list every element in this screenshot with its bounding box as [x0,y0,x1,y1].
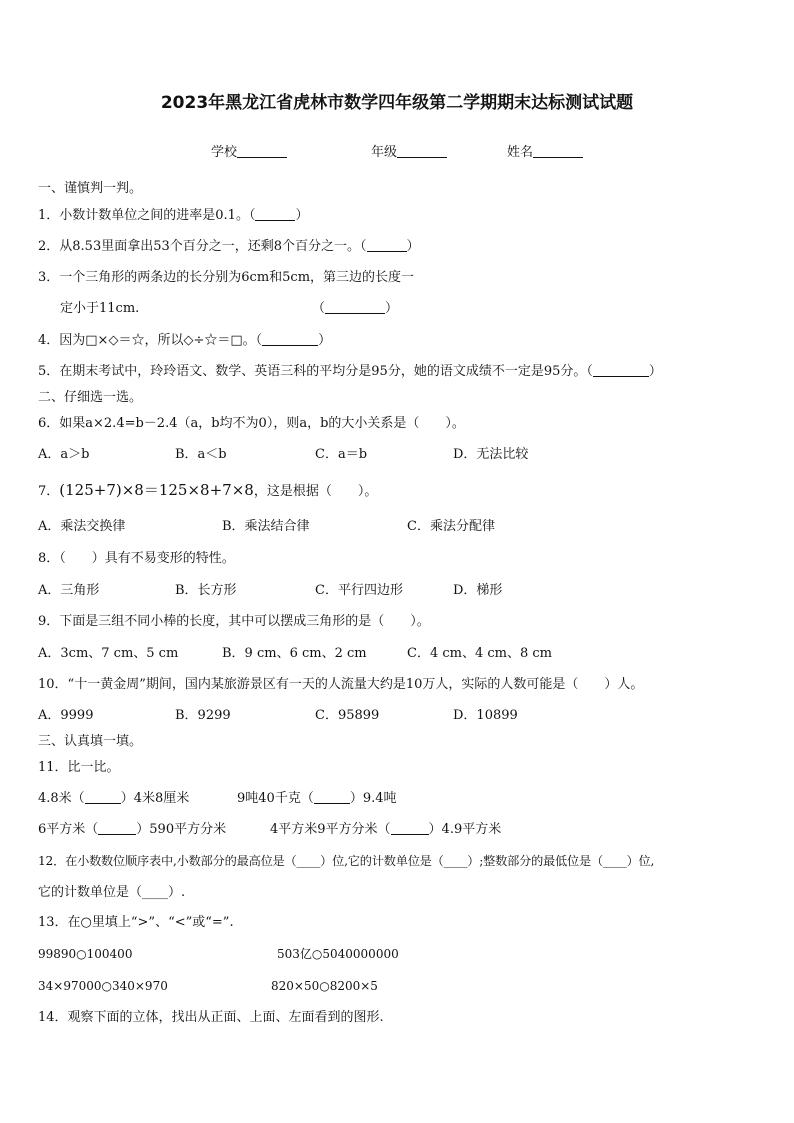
question-7 [38,482,377,500]
q10-option-b[interactable]: B．9299 [175,708,231,723]
question-14-stem: 14．观察下面的立体，找出从正面、上面、左面看到的图形. [38,1010,384,1025]
question-1-close: ） [295,208,309,223]
q13-compare-4: 820×50○8200×5 [271,979,378,993]
question-2-close: ） [406,239,420,254]
question-12-line-2: 它的计数单位是（____）. [38,885,186,900]
compare-left: 4平方米9平方分米（ [270,822,391,837]
question-2-text: 2．从8.53里面拿出53个百分之一，还剩8个百分之一。（ [38,239,367,254]
answer-blank[interactable] [85,791,121,804]
question-11-row-1a [38,791,189,807]
grade-field [371,141,447,160]
compare-right: ）4米8厘米 [120,791,190,806]
compare-left: 6平方米（ [38,822,99,837]
q6-option-a[interactable]: A．a＞b [38,447,90,462]
school-field [211,141,287,160]
answer-blank[interactable] [255,208,295,221]
question-4 [38,333,331,349]
section-heading-1: 一、谨慎判一判。 [38,181,143,196]
question-8-stem: 8．（ ）具有不易变形的特性。 [38,551,235,566]
answer-blank[interactable] [98,822,136,835]
grade-blank[interactable] [397,145,447,158]
question-11-row-2b [270,822,501,838]
q7-option-a[interactable]: A．乘法交换律 [38,519,126,534]
question-4-close: ） [318,333,332,348]
question-3-line-2a: 定小于11cm. [60,301,140,316]
q10-option-d[interactable]: D．10899 [453,708,518,723]
q8-option-b[interactable]: B．长方形 [175,583,237,598]
question-13-stem: 13．在○里填上“>”、“<”或“=”. [38,915,234,930]
answer-blank[interactable] [367,239,407,252]
answer-blank[interactable] [262,333,318,346]
question-3-line-1: 3．一个三角形的两条边的长分别为6cm和5cm，第三边的长度一 [38,270,415,285]
answer-blank[interactable] [391,822,429,835]
question-11-row-2a [38,822,226,838]
question-5-text: 5．在期末考试中，玲玲语文、数学、英语三科的平均分是95分，她的语文成绩不一定是95分。（ [38,364,593,379]
q10-option-a[interactable]: A．9999 [38,708,94,723]
question-4-text: 4．因为□×◇＝☆，所以◇÷☆＝□。（ [38,333,263,348]
school-label: 学校 [211,145,238,160]
question-5-close: ） [648,364,662,379]
name-blank[interactable] [533,145,583,158]
question-6-stem: 6．如果a×2.4=b－2.4（a，b均不为0），则a，b的大小关系是（ ）。 [38,416,465,431]
name-field [507,141,583,160]
section-heading-2: 二、仔细选一选。 [38,390,143,405]
page-title: 2023年黑龙江省虎林市数学四年级第二学期期末达标测试试题 [160,93,634,113]
question-1-text: 1．小数计数单位之间的进率是0.1。（ [38,208,256,223]
question-7-formula: (125+7)×8＝125×8+7×8 [59,481,254,499]
question-7-tail: ，这是根据（ ）。 [253,484,378,499]
question-11-row-1b [237,791,397,807]
q10-option-c[interactable]: C．95899 [315,708,380,723]
question-3-close: ） [385,301,399,316]
question-12-line-1: 12．在小数数位顺序表中,小数部分的最高位是（____）位,它的计数单位是（____）;整数部分的最低位是（____）位, [38,854,655,868]
q13-compare-1: 99890○100400 [38,947,133,961]
question-11-stem: 11．比一比。 [38,760,120,775]
compare-left: 4.8米（ [38,791,85,806]
school-blank[interactable] [237,145,287,158]
q6-option-c[interactable]: C．a＝b [315,447,368,462]
compare-right: ）9.4吨 [349,791,397,806]
q6-option-b[interactable]: B．a＜b [175,447,227,462]
q13-compare-2: 503亿○5040000000 [277,947,399,961]
grade-label: 年级 [371,145,398,160]
question-9-stem: 9．下面是三组不同小棒的长度，其中可以摆成三角形的是（ ）。 [38,614,430,629]
answer-blank[interactable] [314,791,350,804]
answer-blank[interactable] [593,364,649,377]
q8-option-a[interactable]: A．三角形 [38,583,100,598]
question-7-number: 7． [38,484,60,499]
question-5 [38,364,662,380]
question-1 [38,208,308,224]
q9-option-c[interactable]: C．4 cm、4 cm、8 cm [407,646,552,661]
question-10-stem: 10．“十一黄金周”期间，国内某旅游景区有一天的人流量大约是10万人，实际的人数可能是（ ）人。 [38,677,644,692]
q6-option-d[interactable]: D．无法比较 [453,447,529,462]
question-3-open: （ [312,301,326,316]
q8-option-c[interactable]: C．平行四边形 [315,583,403,598]
q8-option-d[interactable]: D．梯形 [453,583,503,598]
question-3-line-2b [312,301,398,317]
compare-right: ）590平方分米 [136,822,227,837]
q13-compare-3: 34×97000○340×970 [38,979,168,993]
question-2 [38,239,420,255]
q9-option-b[interactable]: B．9 cm、6 cm、2 cm [222,646,367,661]
compare-right: ）4.9平方米 [428,822,502,837]
compare-left: 9吨40千克（ [237,791,314,806]
q9-option-a[interactable]: A．3cm、7 cm、5 cm [38,646,179,661]
answer-blank[interactable] [325,301,385,314]
q7-option-c[interactable]: C．乘法分配律 [407,519,495,534]
name-label: 姓名 [507,145,534,160]
q7-option-b[interactable]: B．乘法结合律 [222,519,310,534]
section-heading-3: 三、认真填一填。 [38,734,143,749]
